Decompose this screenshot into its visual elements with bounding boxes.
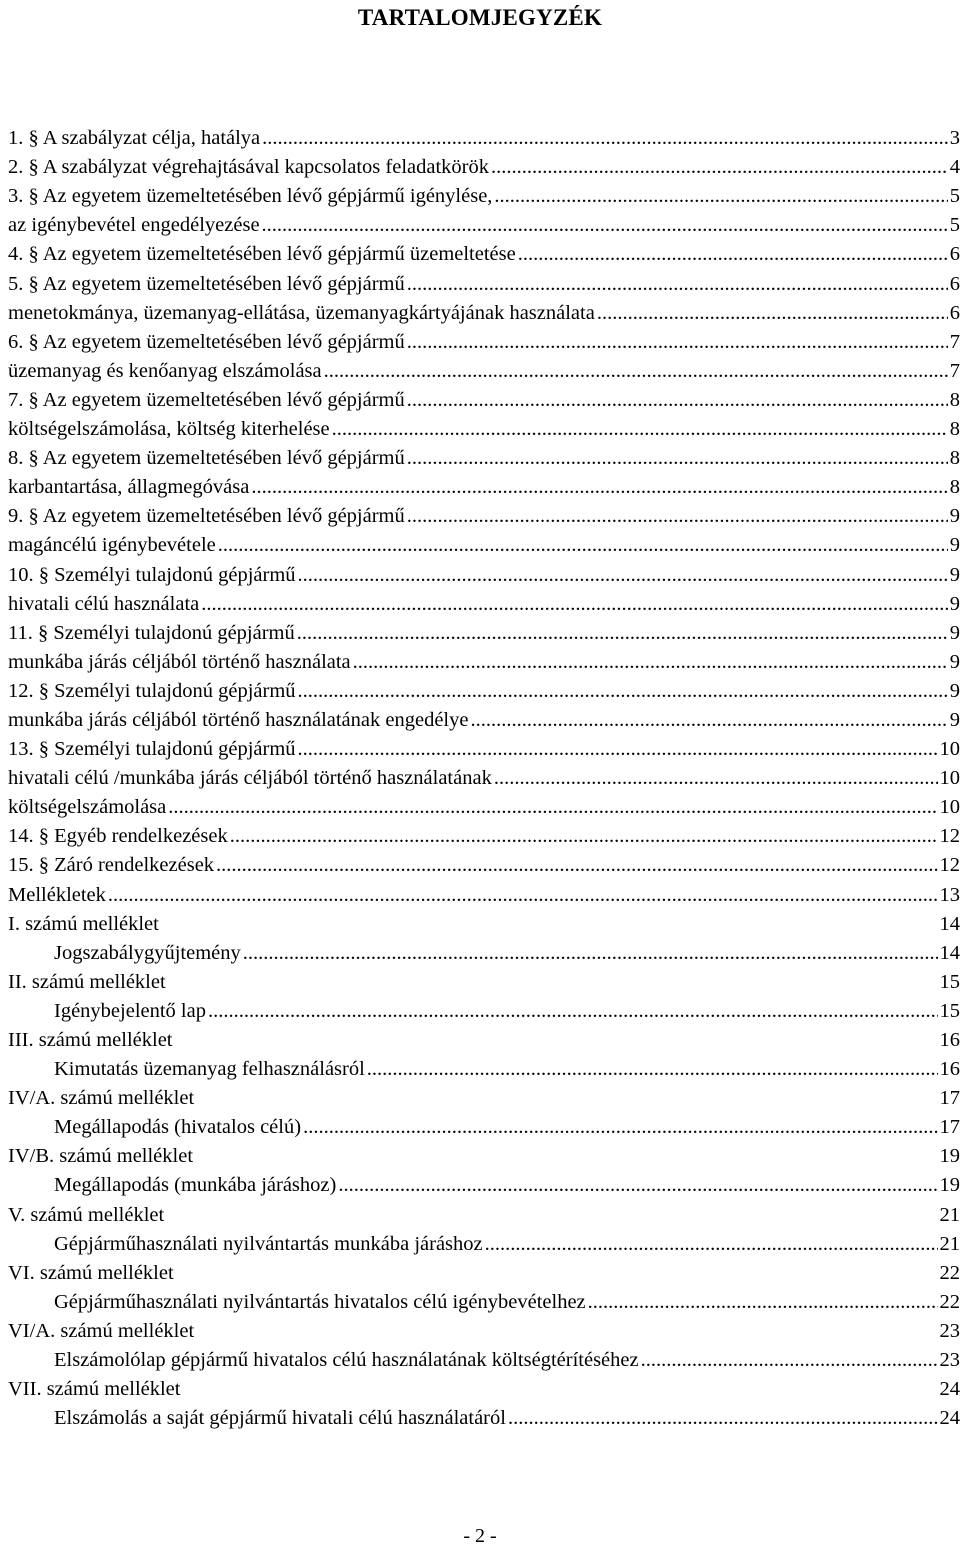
- dot-leader: [298, 563, 948, 587]
- toc-entry-page-number: 21: [939, 1232, 960, 1255]
- toc-entry-title: Elszámolólap gépjármű hivatalos célú használatának költségtérítéséhez: [54, 1349, 639, 1372]
- toc-entry-title: Gépjárműhasználati nyilvántartás munkába járáshoz: [54, 1232, 483, 1255]
- toc-entry[interactable]: [8, 237, 960, 266]
- toc-entry[interactable]: [8, 266, 960, 295]
- toc-entry[interactable]: [8, 674, 960, 703]
- dot-leader: [303, 1115, 937, 1139]
- dot-leader: [518, 242, 948, 266]
- dot-leader: [485, 1232, 938, 1256]
- toc-entry[interactable]: [8, 325, 960, 354]
- toc-entry[interactable]: [8, 208, 960, 237]
- toc-entry[interactable]: [8, 819, 960, 848]
- toc-entry-title: Kimutatás üzemanyag felhasználásról: [54, 1058, 365, 1081]
- dot-leader: [367, 1057, 938, 1081]
- toc-entry-title: 5. § Az egyetem üzemeltetésében lévő gépjármű: [8, 272, 405, 295]
- toc-entry[interactable]: [8, 441, 960, 470]
- toc-entry-title: III. számú melléklet: [8, 1029, 173, 1051]
- toc-entry-title: 15. § Záró rendelkezések: [8, 854, 215, 877]
- toc-entry[interactable]: [8, 1401, 960, 1430]
- toc-entry-page-number: 9: [949, 534, 960, 557]
- toc-entry-page-number: 6: [949, 272, 960, 295]
- toc-entry-title: munkába járás céljából történő használata: [8, 650, 351, 673]
- toc-entry[interactable]: [8, 877, 960, 906]
- toc-entry[interactable]: [8, 790, 960, 819]
- toc-entry-title: I. számú melléklet: [8, 912, 159, 935]
- toc-entry-title: 9. § Az egyetem üzemeltetésében lévő gépjármű: [8, 505, 405, 528]
- toc-entry-page-number: 10: [939, 738, 960, 761]
- toc-entry[interactable]: [8, 848, 960, 877]
- toc-entry[interactable]: [8, 179, 960, 208]
- dot-leader: [262, 213, 948, 237]
- toc-entry-page-number: 7: [949, 359, 960, 382]
- dot-leader: [262, 126, 948, 150]
- dot-leader: [243, 941, 938, 965]
- dot-leader: [407, 330, 948, 354]
- toc-entry-page-number: 19: [939, 1174, 960, 1197]
- toc-entry-title: menetokmánya, üzemanyag-ellátása, üzemanyagkártyájának használata: [8, 301, 595, 324]
- toc-entry[interactable]: [8, 1343, 960, 1372]
- toc-entry-page-number: 5: [949, 185, 960, 208]
- toc-entry-title: 7. § Az egyetem üzemeltetésében lévő gépjármű: [8, 388, 405, 411]
- toc-entry-title: Elszámolás a saját gépjármű hivatali célú használatáról: [54, 1407, 506, 1430]
- toc-entry[interactable]: [8, 1139, 960, 1168]
- toc-entry[interactable]: [8, 121, 960, 150]
- toc-entry-page-number: 19: [939, 1145, 960, 1168]
- toc-entry-page-number: 13: [939, 883, 960, 906]
- toc-entry-title: 1. § A szabályzat célja, hatálya: [8, 127, 261, 150]
- toc-entry-page-number: 23: [939, 1349, 960, 1372]
- toc-entry[interactable]: [8, 965, 960, 994]
- dot-leader: [407, 388, 948, 412]
- toc-entry[interactable]: [8, 1052, 960, 1081]
- toc-entry-page-number: 9: [949, 592, 960, 615]
- dot-leader: [218, 533, 948, 557]
- toc-entry-page-number: 14: [939, 912, 960, 935]
- toc-entry[interactable]: [8, 1285, 960, 1314]
- toc-entry-title: karbantartása, állagmegóvása: [8, 476, 250, 499]
- toc-entry-title: Jogszabálygyűjtemény: [54, 941, 241, 964]
- toc-entry-title: az igénybevétel engedélyezése: [8, 214, 260, 237]
- toc-entry-title: magáncélú igénybevétele: [8, 534, 216, 557]
- toc-entry-title: Megállapodás (munkába járáshoz): [54, 1174, 337, 1197]
- dot-leader: [407, 272, 948, 296]
- toc-entry[interactable]: [8, 587, 960, 616]
- toc-entry-title: IV/A. számú melléklet: [8, 1087, 195, 1110]
- toc-entry[interactable]: [8, 1227, 960, 1256]
- toc-entry-title: hivatali célú /munkába járás céljából történő használatának: [8, 767, 492, 790]
- toc-entry-page-number: 22: [939, 1290, 960, 1313]
- toc-entry[interactable]: [8, 994, 960, 1023]
- dot-leader: [230, 824, 938, 848]
- toc-entry[interactable]: [8, 383, 960, 412]
- toc-entry[interactable]: [8, 1081, 960, 1110]
- toc-entry-title: 10. § Személyi tulajdonú gépjármű: [8, 563, 296, 586]
- toc-entry-title: munkába járás céljából történő használatának engedélye: [8, 708, 469, 731]
- toc-entry-title: Igénybejelentő lap: [54, 999, 206, 1022]
- dot-leader: [494, 766, 938, 790]
- toc-entry-page-number: 3: [949, 127, 960, 150]
- toc-entry-page-number: 15: [939, 970, 960, 993]
- dot-leader: [407, 504, 948, 528]
- toc-entry[interactable]: [8, 1256, 960, 1285]
- toc-entry-title: 12. § Személyi tulajdonú gépjármű: [8, 679, 296, 702]
- toc-entry-title: 13. § Személyi tulajdonú gépjármű: [8, 738, 296, 761]
- dot-leader: [216, 853, 937, 877]
- toc-entry-title: 6. § Az egyetem üzemeltetésében lévő gépjármű: [8, 330, 405, 353]
- toc-entry-page-number: 22: [939, 1261, 960, 1284]
- toc-entry[interactable]: [8, 732, 960, 761]
- toc-entry-page-number: 9: [949, 650, 960, 673]
- toc-entry[interactable]: [8, 1372, 960, 1401]
- toc-entry-title: V. számú melléklet: [8, 1203, 165, 1226]
- toc-entry-page-number: 23: [939, 1319, 960, 1342]
- toc-entry-title: 8. § Az egyetem üzemeltetésében lévő gépjármű: [8, 447, 405, 470]
- toc-entry[interactable]: [8, 470, 960, 499]
- dot-leader: [641, 1348, 938, 1372]
- toc-entry[interactable]: [8, 150, 960, 179]
- toc-entry-page-number: 8: [949, 418, 960, 441]
- toc-entry-page-number: 24: [939, 1407, 960, 1430]
- toc-entry[interactable]: [8, 703, 960, 732]
- dot-leader: [338, 1173, 937, 1197]
- toc-entry-page-number: 9: [949, 708, 960, 731]
- toc-entry[interactable]: [8, 907, 960, 936]
- page-number: - 2 -: [463, 1525, 497, 1547]
- dot-leader: [407, 446, 948, 470]
- dot-leader: [251, 475, 947, 499]
- dot-leader: [597, 301, 948, 325]
- toc-entry[interactable]: [8, 1197, 960, 1226]
- toc-entry-page-number: 9: [949, 679, 960, 702]
- dot-leader: [298, 679, 948, 703]
- table-of-contents: [8, 121, 960, 1430]
- toc-entry-page-number: 21: [939, 1203, 960, 1226]
- toc-entry-page-number: 5: [949, 214, 960, 237]
- toc-entry-title: Mellékletek: [8, 883, 106, 906]
- toc-entry-page-number: 9: [949, 563, 960, 586]
- toc-entry[interactable]: [8, 354, 960, 383]
- toc-entry[interactable]: [8, 645, 960, 674]
- toc-entry-title: Megállapodás (hivatalos célú): [54, 1116, 302, 1139]
- toc-entry[interactable]: [8, 296, 960, 325]
- dot-leader: [324, 359, 948, 383]
- toc-entry-page-number: 8: [949, 388, 960, 411]
- toc-entry-page-number: 15: [939, 999, 960, 1022]
- toc-entry-page-number: 8: [949, 476, 960, 499]
- toc-entry[interactable]: [8, 557, 960, 586]
- toc-entry-page-number: 9: [949, 621, 960, 644]
- toc-entry-page-number: 14: [939, 941, 960, 964]
- toc-entry-page-number: 6: [949, 301, 960, 324]
- toc-entry-title: 11. § Személyi tulajdonú gépjármű: [8, 621, 295, 644]
- toc-entry-page-number: 24: [939, 1378, 960, 1401]
- toc-entry-title: költségelszámolása, költség kiterhelése: [8, 418, 330, 441]
- toc-entry-title: VI. számú melléklet: [8, 1261, 174, 1284]
- dot-leader: [470, 708, 947, 732]
- dot-leader: [108, 883, 938, 907]
- toc-entry-page-number: 12: [939, 854, 960, 877]
- toc-entry-page-number: 16: [939, 1029, 960, 1051]
- toc-entry[interactable]: [8, 412, 960, 441]
- toc-entry-title: VII. számú melléklet: [8, 1378, 181, 1401]
- toc-entry[interactable]: [8, 936, 960, 965]
- toc-entry[interactable]: [8, 499, 960, 528]
- dot-leader: [508, 1406, 938, 1430]
- toc-entry[interactable]: [8, 1314, 960, 1343]
- toc-entry-title: 2. § A szabályzat végrehajtásával kapcsolatos feladatkörök: [8, 156, 489, 179]
- toc-entry[interactable]: [8, 1168, 960, 1197]
- toc-entry-title: Gépjárműhasználati nyilvántartás hivatalos célú igénybevételhez: [54, 1290, 586, 1313]
- toc-entry-title: 14. § Egyéb rendelkezések: [8, 825, 228, 848]
- toc-entry-title: 3. § Az egyetem üzemeltetésében lévő gépjármű igénylése,: [8, 185, 493, 208]
- toc-entry-title: VI/A. számú melléklet: [8, 1319, 195, 1342]
- dot-leader: [201, 592, 948, 616]
- toc-entry-title: költségelszámolása: [8, 796, 167, 819]
- toc-entry-title: hivatali célú használata: [8, 592, 200, 615]
- toc-entry-page-number: 10: [939, 767, 960, 790]
- toc-entry-title: 4. § Az egyetem üzemeltetésében lévő gépjármű üzemeltetése: [8, 243, 516, 266]
- dot-leader: [491, 155, 948, 179]
- dot-leader: [494, 184, 947, 208]
- dot-leader: [168, 795, 937, 819]
- toc-entry-page-number: 17: [939, 1116, 960, 1139]
- toc-entry-page-number: 16: [939, 1058, 960, 1081]
- toc-entry-title: II. számú melléklet: [8, 970, 166, 993]
- toc-entry-page-number: 12: [939, 825, 960, 848]
- dot-leader: [588, 1290, 938, 1314]
- toc-entry-title: üzemanyag és kenőanyag elszámolása: [8, 359, 322, 382]
- toc-entry-page-number: 9: [949, 505, 960, 528]
- toc-entry-page-number: 8: [949, 447, 960, 470]
- page-title: TARTALOMJEGYZÉK: [357, 5, 603, 30]
- toc-entry-page-number: 7: [949, 330, 960, 353]
- dot-leader: [297, 621, 948, 645]
- toc-entry[interactable]: [8, 761, 960, 790]
- toc-entry-page-number: 4: [949, 156, 960, 179]
- toc-entry-page-number: 17: [939, 1087, 960, 1110]
- dot-leader: [332, 417, 948, 441]
- toc-entry[interactable]: [8, 1023, 960, 1052]
- toc-entry[interactable]: [8, 528, 960, 557]
- toc-entry-title: IV/B. számú melléklet: [8, 1145, 194, 1168]
- toc-entry-page-number: 6: [949, 243, 960, 266]
- dot-leader: [298, 737, 938, 761]
- toc-entry-page-number: 10: [939, 796, 960, 819]
- dot-leader: [353, 650, 948, 674]
- toc-entry[interactable]: [8, 1110, 960, 1139]
- dot-leader: [208, 999, 938, 1023]
- toc-entry[interactable]: [8, 616, 960, 645]
